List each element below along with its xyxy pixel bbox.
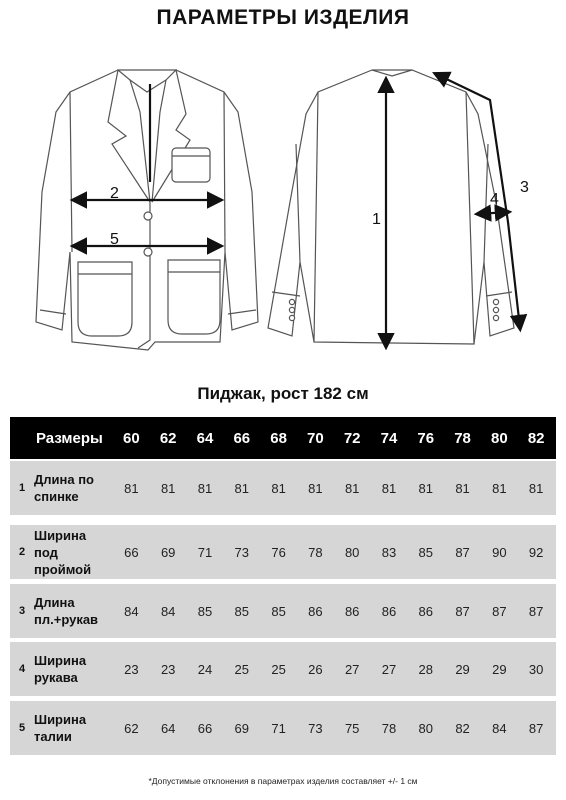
value-cell: 85 — [234, 603, 250, 619]
measurement-row — [10, 525, 556, 579]
row-label-line2: талии — [34, 729, 72, 744]
value-cell: 81 — [344, 480, 360, 496]
size-header-cell: 60 — [123, 429, 140, 447]
value-cell: 80 — [344, 544, 360, 560]
row-label — [34, 594, 113, 628]
value-cell: 81 — [124, 480, 139, 496]
value-cell: 81 — [528, 480, 544, 496]
jacket-diagram — [0, 52, 566, 362]
size-header-cell: 74 — [380, 429, 398, 447]
row-number: 3 — [18, 605, 26, 617]
value-cell: 81 — [160, 480, 176, 496]
value-cell: 87 — [528, 720, 544, 736]
row-number: 1 — [18, 482, 26, 494]
value-cell: 85 — [271, 603, 286, 619]
jacket-back — [268, 70, 514, 344]
value-cell: 86 — [308, 603, 323, 619]
value-cell: 24 — [197, 661, 213, 677]
row-number: 5 — [18, 722, 26, 734]
value-cell: 87 — [492, 603, 507, 619]
size-header-cell: 64 — [196, 429, 214, 447]
value-cell: 86 — [418, 603, 433, 619]
size-header-cell: 82 — [527, 429, 545, 447]
value-cell: 81 — [455, 480, 470, 496]
size-header-cell: 70 — [307, 429, 324, 447]
row-label-line2: рукава — [34, 670, 78, 685]
value-cell: 81 — [492, 480, 507, 496]
size-header-cell: 62 — [159, 429, 177, 447]
value-cell: 75 — [344, 720, 360, 736]
row-number: 4 — [18, 663, 26, 675]
row-label-line1: Ширина — [34, 653, 87, 668]
size-header-cell: 80 — [491, 429, 508, 447]
product-subtitle: Пиджак, рост 182 см — [197, 384, 369, 403]
value-cell: 69 — [160, 544, 176, 560]
value-cell: 83 — [381, 544, 397, 560]
value-cell: 29 — [492, 661, 507, 677]
value-cell: 28 — [418, 661, 433, 677]
value-cell: 82 — [455, 720, 470, 736]
row-label — [34, 527, 113, 578]
label-5: 5 — [110, 231, 119, 248]
row-label — [34, 652, 113, 686]
value-cell: 27 — [381, 661, 397, 677]
row-label-line1: Длина — [34, 595, 75, 610]
tolerance-footnote: *Допустимые отклонения в параметрах изделия составляет +/- 1 см — [148, 776, 418, 786]
value-cell: 78 — [381, 720, 397, 736]
row-label — [34, 711, 113, 745]
value-cell: 87 — [455, 603, 470, 619]
value-cell: 30 — [528, 661, 544, 677]
measurement-row — [10, 461, 556, 515]
value-cell: 73 — [234, 544, 250, 560]
value-cell: 92 — [528, 544, 544, 560]
value-cell: 25 — [271, 661, 286, 677]
value-cell: 64 — [160, 720, 176, 736]
size-header-cell: 66 — [233, 429, 251, 447]
value-cell: 84 — [124, 603, 139, 619]
size-header-cell: 68 — [270, 429, 287, 447]
value-cell: 25 — [234, 661, 250, 677]
label-3: 3 — [520, 179, 529, 196]
value-cell: 23 — [160, 661, 176, 677]
value-cell: 69 — [234, 720, 250, 736]
measurement-row — [10, 701, 556, 755]
row-label-line2: спинке — [34, 489, 79, 504]
row-label — [34, 471, 113, 505]
value-cell: 90 — [492, 544, 507, 560]
value-cell: 73 — [308, 720, 323, 736]
value-cell: 71 — [271, 720, 286, 736]
value-cell: 71 — [197, 544, 213, 560]
row-label-line1: Длина по — [34, 472, 94, 487]
value-cell: 86 — [381, 603, 397, 619]
value-cell: 23 — [124, 661, 139, 677]
row-number: 2 — [18, 546, 26, 558]
page-title: ПАРАМЕТРЫ ИЗДЕЛИЯ — [156, 6, 410, 29]
size-header-cell: 76 — [417, 429, 435, 447]
value-cell: 85 — [418, 544, 433, 560]
size-header-cell: 72 — [343, 429, 361, 447]
value-cell: 81 — [381, 480, 397, 496]
value-cell: 84 — [160, 603, 176, 619]
size-header-label: Размеры — [36, 429, 103, 447]
value-cell: 86 — [344, 603, 360, 619]
value-cell: 85 — [197, 603, 213, 619]
label-1: 1 — [372, 211, 381, 228]
value-cell: 81 — [418, 480, 433, 496]
value-cell: 27 — [344, 661, 360, 677]
row-label-line1: Ширина под — [34, 527, 87, 560]
row-label-line1: Ширина — [34, 712, 87, 727]
value-cell: 62 — [124, 720, 139, 736]
value-cell: 80 — [418, 720, 433, 736]
value-cell: 81 — [234, 480, 250, 496]
row-label-line2: проймой — [34, 561, 92, 577]
value-cell: 87 — [528, 603, 544, 619]
row-label-line2: пл.+рукав — [34, 612, 99, 627]
value-cell: 26 — [308, 661, 323, 677]
value-cell: 76 — [271, 544, 286, 560]
value-cell: 81 — [308, 480, 323, 496]
measurement-row — [10, 642, 556, 696]
value-cell: 81 — [271, 480, 286, 496]
jacket-front — [36, 70, 258, 350]
size-header-cell: 78 — [454, 429, 471, 447]
value-cell: 66 — [197, 720, 213, 736]
value-cell: 66 — [124, 544, 139, 560]
label-2: 2 — [110, 185, 119, 202]
value-cell: 29 — [455, 661, 470, 677]
measurement-row — [10, 584, 556, 638]
value-cell: 84 — [492, 720, 507, 736]
value-cell: 87 — [455, 544, 470, 560]
value-cell: 78 — [308, 544, 323, 560]
size-header-row — [10, 417, 556, 459]
value-cell: 81 — [197, 480, 213, 496]
label-4: 4 — [490, 191, 499, 208]
